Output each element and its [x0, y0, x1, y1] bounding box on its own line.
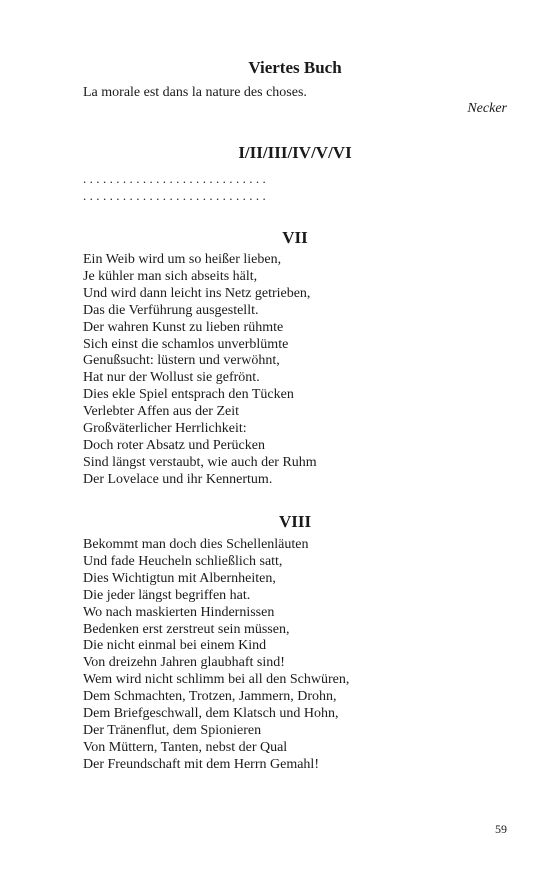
poem-line: Wem wird nicht schlimm bei all den Schwüren, [83, 672, 350, 688]
poem-line: Verlebter Affen aus der Zeit [83, 404, 240, 420]
poem-line: Hat nur der Wollust sie gefrönt. [83, 370, 260, 386]
poem-line: Von Müttern, Tanten, nebst der Qual [83, 739, 288, 755]
omission-dots-line: ............................ [83, 171, 270, 186]
poem-stanza [83, 537, 349, 774]
poem-line: Die jeder längst begriffen hat. [83, 587, 251, 603]
poem-line: Dem Briefgeschwall, dem Klatsch und Hohn, [83, 706, 339, 722]
poem-line: Dies Wichtigtun mit Albernheiten, [83, 570, 276, 586]
poem-line: Großväterlicher Herrlichkeit: [83, 421, 247, 437]
poem-line: Und fade Heucheln schließlich satt, [83, 553, 283, 569]
poem-line: Genußsucht: lüstern und verwöhnt, [83, 353, 280, 369]
poem-heading: VIII [278, 512, 312, 531]
poem-line: Das die Verführung ausgestellt. [83, 302, 259, 318]
poem-stanza [83, 252, 317, 489]
poem-line: Doch roter Absatz und Perücken [83, 437, 265, 453]
poem-line: Sind längst verstaubt, wie auch der Ruhm [83, 454, 317, 470]
poem-line: Dies ekle Spiel entsprach den Tücken [83, 387, 294, 403]
poem-line: Ein Weib wird um so heißer lieben, [83, 252, 282, 267]
epigraph-author: Necker [467, 101, 507, 116]
omission-dots-line: ............................ [83, 188, 270, 203]
poem-line: Wo nach maskierten Hindernissen [83, 604, 275, 620]
poem-line: Der wahren Kunst zu lieben rühmte [83, 319, 284, 335]
poem-line: Der Lovelace und ihr Kennertum. [83, 471, 273, 487]
poem-line: Je kühler man sich abseits hält, [83, 268, 258, 284]
poem-line: Von dreizehn Jahren glaubhaft sind! [83, 655, 285, 671]
poem-line: Dem Schmachten, Trotzen, Jammern, Drohn, [83, 689, 337, 705]
omitted-sections-heading: I/II/III/IV/V/VI [238, 143, 352, 162]
poem-line: Sich einst die schamlos unverblümte [83, 336, 289, 352]
book-title: Viertes Buch [248, 58, 342, 77]
poem-line: Der Tränenflut, dem Spionieren [83, 722, 262, 738]
poem-line: Bedenken erst zerstreut sein müssen, [83, 621, 290, 637]
poem-line: Und wird dann leicht ins Netz getrieben, [83, 285, 311, 301]
poem-line: Der Freundschaft mit dem Herrn Gemahl! [83, 756, 319, 772]
poem-heading: VII [282, 228, 308, 247]
epigraph-text: La morale est dans la nature des choses. [83, 85, 307, 100]
page-number: 59 [495, 822, 507, 836]
poem-line: Bekommt man doch dies Schellenläuten [83, 537, 309, 552]
poem-line: Die nicht einmal bei einem Kind [83, 638, 267, 654]
